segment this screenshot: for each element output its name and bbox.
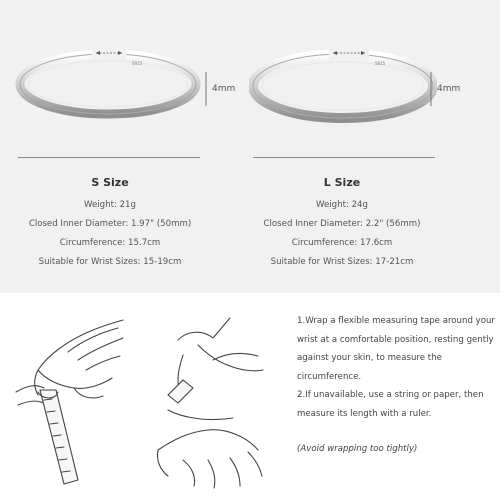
small-weight: Weight: 21g bbox=[84, 200, 136, 210]
wrist-measuring-illustration bbox=[8, 300, 280, 490]
width-label-l: 4mm bbox=[437, 84, 461, 94]
measuring-note: (Avoid wrapping too tightly) bbox=[297, 444, 418, 454]
width-dimension-l bbox=[437, 84, 460, 94]
hallmark-stamp-s: S925 bbox=[132, 61, 143, 66]
large-weight: Weight: 24g bbox=[316, 200, 368, 210]
small-circumference: Circumference: 15.7cm bbox=[59, 238, 161, 248]
small-diameter: Closed Inner Diameter: 1.97" (50mm) bbox=[28, 219, 192, 229]
instruction-step-2: 2.If unavailable, use a string or paper, then measure its length with a ruler. bbox=[297, 390, 484, 419]
small-bangle-image bbox=[14, 48, 202, 128]
large-size-specs bbox=[232, 176, 452, 274]
large-bangle-image bbox=[249, 48, 437, 128]
small-size-title: S Size bbox=[91, 176, 129, 189]
width-label-s: 4mm bbox=[212, 84, 236, 94]
dimension-bracket-s bbox=[205, 70, 213, 108]
instruction-step-1: 1.Wrap a flexible measuring tape around your wrist at a comfortable position, resting gently against your skin, to measure the circumference. bbox=[297, 316, 495, 382]
large-diameter: Closed Inner Diameter: 2.2" (56mm) bbox=[263, 219, 421, 229]
width-dimension-s bbox=[212, 84, 235, 94]
dimension-bracket-l bbox=[430, 70, 438, 108]
divider-l bbox=[253, 157, 435, 158]
measuring-tape-drawing bbox=[38, 390, 78, 484]
right-hand-drawing bbox=[157, 318, 263, 488]
small-size-specs bbox=[0, 176, 220, 274]
left-hand-drawing bbox=[16, 320, 123, 405]
measuring-instructions bbox=[297, 312, 495, 423]
small-wrist-size: Suitable for Wrist Sizes: 15-19cm bbox=[38, 257, 182, 267]
divider-s bbox=[18, 157, 200, 158]
large-wrist-size: Suitable for Wrist Sizes: 17-21cm bbox=[270, 257, 414, 267]
large-circumference: Circumference: 17.6cm bbox=[291, 238, 393, 248]
hallmark-stamp-l: S925 bbox=[375, 61, 386, 66]
large-size-title: L Size bbox=[323, 176, 361, 189]
